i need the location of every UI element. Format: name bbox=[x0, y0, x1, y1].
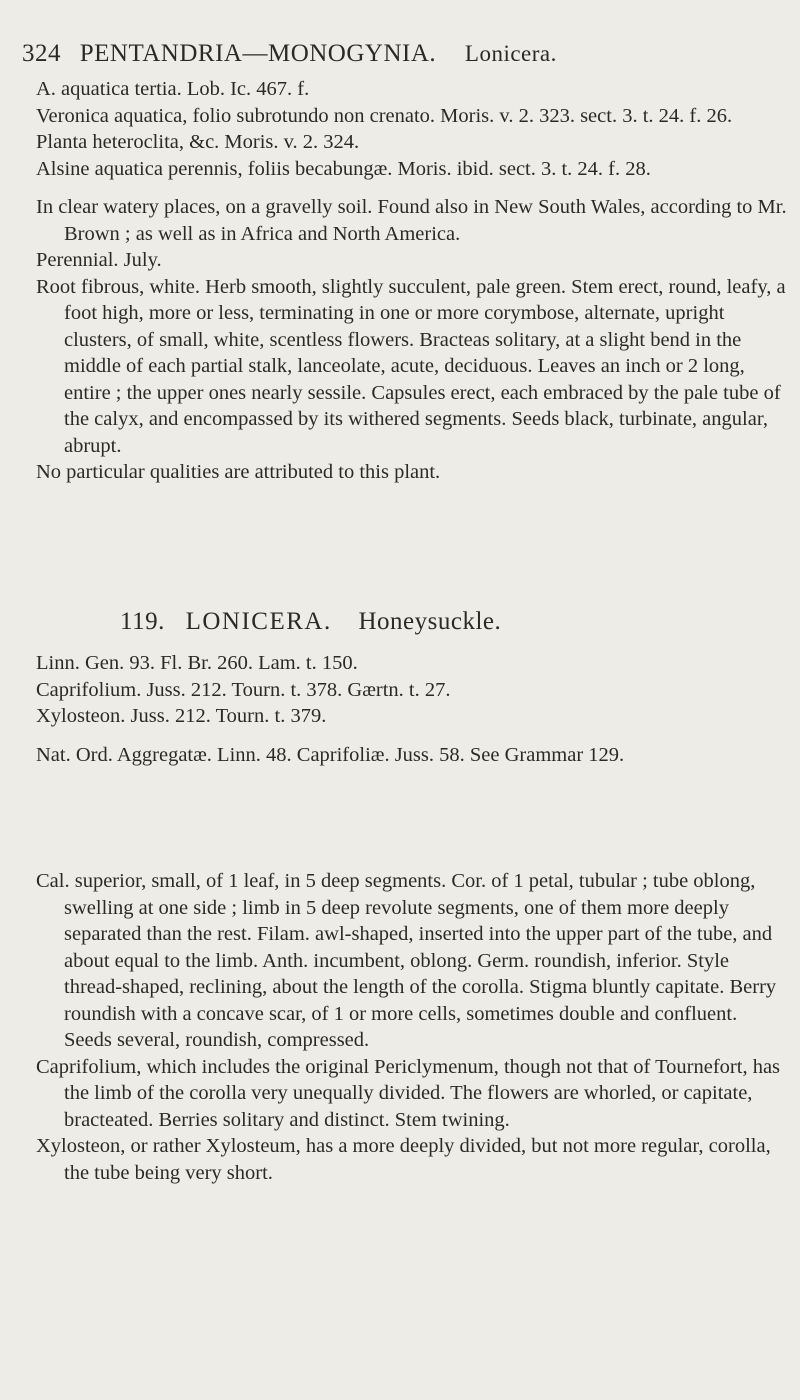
reference-line: Xylosteon. Juss. 212. Tourn. t. 379. bbox=[36, 705, 327, 727]
header-title: PENTANDRIA—MONOGYNIA. bbox=[79, 40, 437, 67]
habitat-paragraph: In clear watery places, on a gravelly soil. Found also in New South Wales, according to Mr. Brown ; as well as in Africa and North America. bbox=[36, 196, 787, 245]
caprifolium-note: Caprifolium, which includes the original Periclymenum, though not that of Tournefort, has the limb of the corolla very unequally divided. The flowers are whorled, or capitate, bracteated. Berries solitary and distinct. Stem twining. bbox=[36, 1055, 781, 1131]
page-number: 324 bbox=[22, 40, 61, 67]
description-paragraph: Root fibrous, white. Herb smooth, slightly succulent, pale green. Stem erect, round, leafy, a foot high, more or less, terminating in one or more corymbose, alternate, upright clusters, of small, white, scentless flowers. Bracteas solitary, at a slight bend in the middle of each partial stalk, lanceolate, acute, deciduous. Leaves an inch or 2 long, entire ; the upper ones nearly sessile. Capsules erect, each embraced by the pale tube of the calyx, and encompassed by its withered segments. Seeds black, turbinate, angular, abrupt. bbox=[36, 275, 786, 457]
header-genus: Lonicera. bbox=[464, 41, 557, 66]
genus-name: LONICERA. bbox=[185, 608, 332, 635]
generic-characters: Cal. superior, small, of 1 leaf, in 5 deep segments. Cor. of 1 petal, tubular ; tube oblong, swelling at one side ; limb in 5 deep revolute segments, one of them more deeply separated than the rest. Filam. awl-shaped, inserted into the upper part of the tube, and about equal to the limb. Anth. incumbent, oblong. Germ. roundish, inferior. Style thread-shaped, reclining, about the length of the corolla. Stigma bluntly capitate. Berry roundish with a concave scar, of 1 or more cells, sometimes double and confluent. Seeds several, roundish, compressed. bbox=[36, 870, 777, 1051]
top-text-block bbox=[36, 76, 788, 486]
duration-line: Perennial. July. bbox=[36, 249, 162, 271]
qualities-line: No particular qualities are attributed to this plant. bbox=[36, 461, 441, 483]
synonym-line: Veronica aquatica, folio subrotundo non crenato. Moris. v. 2. 323. sect. 3. t. 24. f. 26. bbox=[36, 104, 733, 127]
genus-common-name: Honeysuckle. bbox=[358, 608, 502, 635]
synonym-line: A. aquatica tertia. Lob. Ic. 467. f. bbox=[36, 78, 310, 100]
reference-line: Caprifolium. Juss. 212. Tourn. t. 378. Gærtn. t. 27. bbox=[36, 678, 451, 701]
characters-block bbox=[36, 868, 788, 1186]
synonym-line: Planta heteroclita, &c. Moris. v. 2. 324. bbox=[36, 131, 360, 153]
running-header bbox=[22, 40, 782, 68]
natural-order: Nat. Ord. Aggregatæ. Linn. 48. Caprifoliæ. Juss. 58. See Grammar 129. bbox=[36, 743, 625, 766]
xylosteon-note: Xylosteon, or rather Xylosteum, has a more deeply divided, but not more regular, corolla, the tube being very short. bbox=[36, 1135, 771, 1184]
genus-number: 119. bbox=[120, 608, 165, 635]
reference-line: Linn. Gen. 93. Fl. Br. 260. Lam. t. 150. bbox=[36, 652, 358, 674]
references-block bbox=[36, 650, 788, 768]
synonym-line: Alsine aquatica perennis, foliis becabungæ. Moris. ibid. sect. 3. t. 24. f. 28. bbox=[36, 157, 651, 180]
genus-heading bbox=[120, 608, 501, 636]
